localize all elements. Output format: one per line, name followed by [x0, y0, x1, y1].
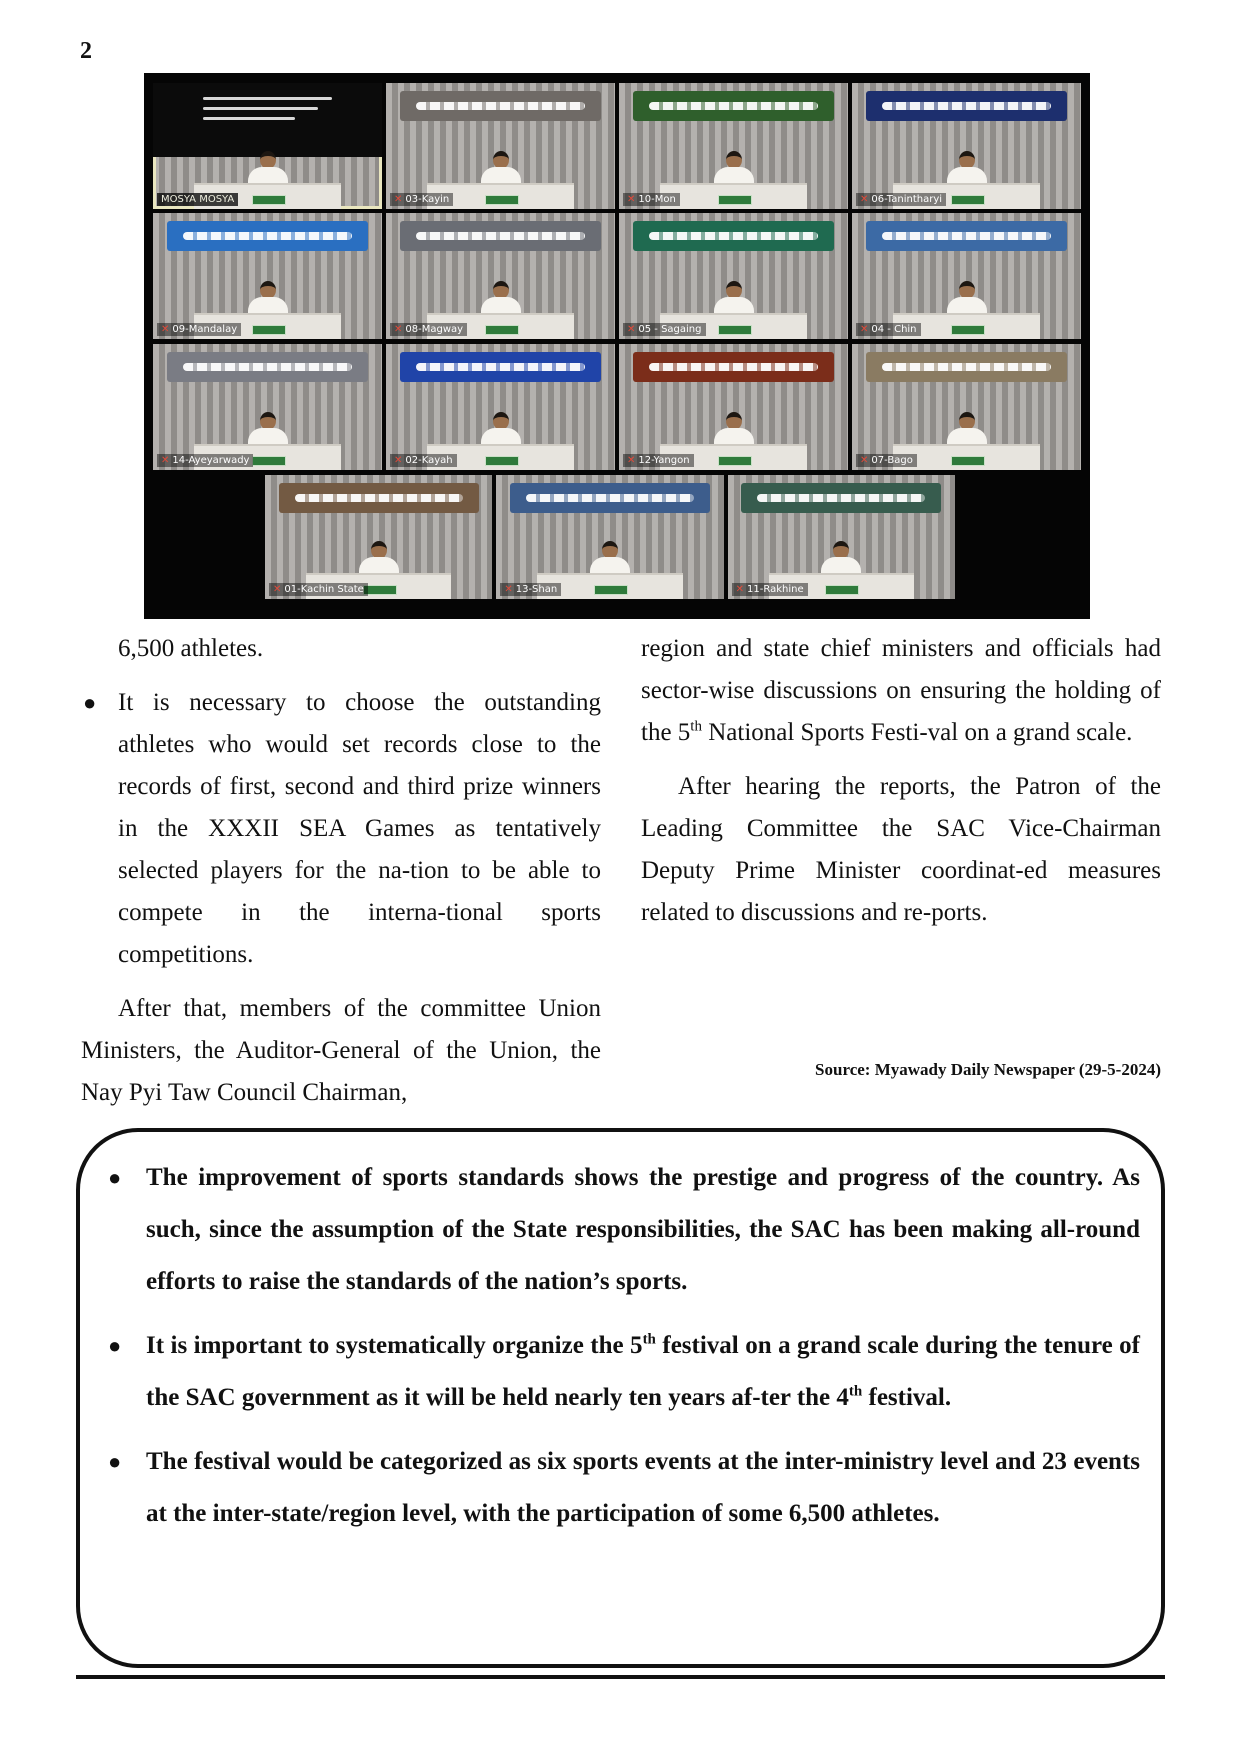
nameplate — [252, 325, 286, 335]
paragraph-text: National Sports Festi-val on a grand scale. — [701, 719, 1133, 746]
tile-label — [390, 323, 467, 336]
mic-muted-icon: ✕ — [394, 324, 403, 335]
government-banner — [400, 91, 602, 121]
banner-script — [649, 232, 818, 240]
banner-script — [526, 494, 694, 502]
tile-label-text: 05 - Sagaing — [638, 324, 702, 335]
bullet-icon: ● — [108, 1165, 122, 1190]
conference-tile — [386, 213, 615, 339]
nameplate — [252, 456, 286, 466]
banner-script — [882, 363, 1051, 371]
tile-label — [856, 323, 921, 336]
conference-tile — [619, 213, 848, 339]
footer-rule — [76, 1675, 1165, 1679]
government-banner — [167, 352, 369, 382]
bullet-item — [81, 682, 601, 976]
tile-label — [623, 323, 706, 336]
mic-muted-icon: ✕ — [627, 455, 636, 466]
nameplate — [718, 456, 752, 466]
source-citation: Source: Myawady Daily Newspaper (29-5-2024) — [815, 1060, 1161, 1079]
government-banner — [866, 221, 1068, 251]
mic-muted-icon: ✕ — [504, 584, 513, 595]
government-banner — [866, 352, 1068, 382]
mic-muted-icon: ✕ — [735, 584, 745, 595]
slide-text-line — [203, 107, 318, 110]
tile-label — [157, 323, 241, 336]
nameplate — [252, 195, 286, 205]
government-banner — [633, 221, 835, 251]
paragraph: After that, members of the committee Union Ministers, the Auditor-General of the Union, the Nay Pyi Taw Council Chairman, — [81, 995, 601, 1106]
banner-script — [757, 494, 925, 502]
summary-text: The festival would be categorized as six sports events at the inter-ministry level and 23 events at the inter-state/region level, with the participation of some 6,500 athletes. — [146, 1448, 1140, 1527]
mic-muted-icon: ✕ — [161, 324, 170, 335]
tile-label — [269, 583, 368, 596]
mic-muted-icon: ✕ — [627, 194, 636, 205]
summary-text: It is important to systematically organize the 5 — [146, 1332, 643, 1359]
mic-muted-icon: ✕ — [273, 584, 282, 595]
mic-muted-icon: ✕ — [394, 194, 403, 205]
tile-label — [390, 193, 453, 206]
conference-tile — [852, 83, 1081, 209]
nameplate — [718, 325, 752, 335]
bullet-icon: ● — [108, 1449, 122, 1474]
conference-tile — [153, 213, 382, 339]
paragraph: 6,500 athletes. — [118, 635, 264, 662]
ordinal-suffix: th — [848, 1383, 863, 1400]
banner-script — [416, 363, 585, 371]
conference-tile — [852, 344, 1081, 470]
ordinal-suffix: th — [690, 718, 702, 735]
nameplate — [485, 195, 519, 205]
article-left-column — [81, 628, 601, 1114]
tile-label-text: 04 - Chin — [871, 324, 917, 335]
government-banner — [741, 483, 941, 513]
slide-text-line — [203, 97, 331, 100]
nameplate — [951, 325, 985, 335]
tile-label-text: 13-Shan — [515, 584, 558, 595]
banner-script — [183, 363, 352, 371]
conference-tile — [852, 213, 1081, 339]
tile-label-text: 12-Yangon — [638, 455, 690, 466]
banner-script — [416, 102, 585, 110]
ordinal-suffix: th — [642, 1331, 656, 1348]
conference-row — [153, 344, 1081, 470]
summary-text: festival. — [862, 1384, 952, 1411]
mic-muted-icon: ✕ — [161, 455, 170, 466]
conference-tile — [153, 344, 382, 470]
government-banner — [510, 483, 710, 513]
mic-muted-icon: ✕ — [860, 324, 869, 335]
nameplate — [718, 195, 752, 205]
government-banner — [400, 352, 602, 382]
tile-label-text: 03-Kayin — [405, 194, 450, 205]
tile-label-text: MOSYA MOSYA — [161, 194, 235, 205]
paragraph: After hearing the reports, the Patron of the Leading Committee the SAC Vice-Chairman Deputy Prime Minister coordinat-ed measures related to discussions and re-ports. — [641, 773, 1161, 926]
bullet-icon: ● — [83, 690, 97, 715]
banner-script — [882, 102, 1051, 110]
government-banner — [633, 91, 835, 121]
tile-label-text: 06-Tanintharyi — [871, 194, 943, 205]
banner-script — [649, 363, 818, 371]
banner-script — [183, 232, 352, 240]
tile-label-text: 09-Mandalay — [172, 324, 238, 335]
summary-box — [76, 1128, 1165, 1668]
conference-tile — [619, 83, 848, 209]
government-banner — [400, 221, 602, 251]
tile-label-text: 14-Ayeyarwady — [172, 455, 250, 466]
slide-text-line — [203, 117, 295, 120]
conference-tile — [619, 344, 848, 470]
conference-tile — [265, 475, 492, 599]
bullet-text: It is necessary to choose the outstanding athletes who would set records close to the records of first, second and third prize winners in the XXXII SEA Games as tentatively selected players for the na-tion to be able to compete in the interna-tional sports competitions. — [118, 689, 601, 968]
tile-label-text: 10-Mon — [638, 194, 676, 205]
summary-item — [108, 1320, 1140, 1424]
government-banner — [167, 221, 369, 251]
nameplate — [594, 585, 628, 595]
government-banner — [633, 352, 835, 382]
tile-label — [157, 193, 238, 206]
tile-label — [856, 193, 946, 206]
conference-tile — [386, 344, 615, 470]
presentation-screen — [153, 83, 382, 157]
government-banner — [279, 483, 479, 513]
mic-muted-icon: ✕ — [860, 194, 869, 205]
tile-label — [157, 454, 253, 467]
tile-label-text: 11-Rakhine — [747, 584, 804, 595]
banner-script — [649, 102, 818, 110]
video-conference-photo — [144, 73, 1090, 619]
tile-label-text: 07-Bago — [871, 455, 913, 466]
nameplate — [951, 456, 985, 466]
article-right-column — [641, 628, 1161, 934]
conference-row — [153, 213, 1081, 339]
conference-tile — [728, 475, 955, 599]
tile-label-text: 01-Kachin State — [284, 584, 364, 595]
summary-text: The improvement of sports standards shows the prestige and progress of the country. As such, since the assumption of the State responsibilities, the SAC has been making all-round efforts to raise the standards of the nation’s sports. — [146, 1164, 1140, 1295]
nameplate — [825, 585, 859, 595]
banner-script — [882, 232, 1051, 240]
conference-tile — [386, 83, 615, 209]
tile-label — [390, 454, 457, 467]
conference-tile — [496, 475, 723, 599]
tile-label — [500, 583, 561, 596]
mic-muted-icon: ✕ — [394, 455, 403, 466]
summary-item — [108, 1436, 1140, 1540]
summary-list — [108, 1152, 1140, 1552]
paragraph — [641, 628, 1161, 754]
nameplate — [485, 456, 519, 466]
tile-label-text: 08-Magway — [405, 324, 464, 335]
conference-row — [153, 83, 1081, 209]
tile-label — [856, 454, 917, 467]
bullet-icon: ● — [108, 1333, 122, 1358]
page-number: 2 — [80, 38, 92, 64]
conference-row — [265, 475, 955, 599]
mic-muted-icon: ✕ — [627, 324, 636, 335]
tile-label — [732, 583, 808, 596]
banner-script — [416, 232, 585, 240]
government-banner — [866, 91, 1068, 121]
tile-label-text: 02-Kayah — [405, 455, 453, 466]
banner-script — [295, 494, 463, 502]
nameplate — [485, 325, 519, 335]
tile-label — [623, 454, 694, 467]
conference-tile — [153, 83, 382, 209]
summary-item — [108, 1152, 1140, 1308]
mic-muted-icon: ✕ — [860, 455, 869, 466]
nameplate — [951, 195, 985, 205]
summary-text: festival on a grand scale during the tenure of the SAC government as it will be held nearly ten years af-ter the 4 — [146, 1332, 1140, 1411]
paragraph-text: region and state chief ministers and officials had sector-wise discussions on ensuring the holding of the 5 — [641, 635, 1161, 746]
tile-label — [623, 193, 680, 206]
